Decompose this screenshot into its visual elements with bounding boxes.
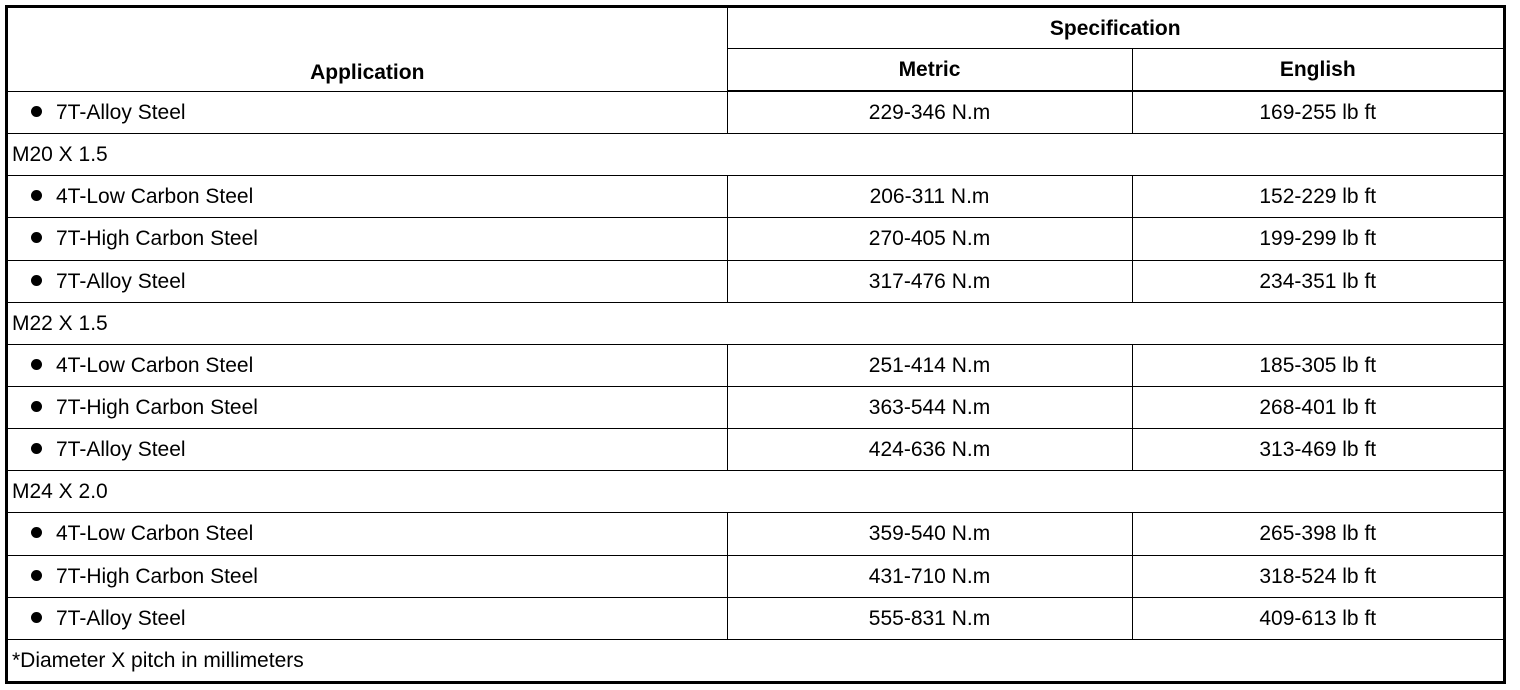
english-value: 169-255 lb ft — [1132, 91, 1503, 134]
application-cell — [8, 344, 727, 386]
application-label: 7T-High Carbon Steel — [56, 564, 258, 588]
english-value: 185-305 lb ft — [1132, 344, 1503, 386]
header-metric: Metric — [727, 49, 1132, 92]
metric-value: 431-710 N.m — [727, 555, 1132, 597]
application-cell — [8, 386, 727, 428]
application-cell — [8, 597, 727, 639]
application-cell — [8, 555, 727, 597]
application-label: 7T-Alloy Steel — [56, 606, 186, 630]
metric-value: 424-636 N.m — [727, 429, 1132, 471]
metric-value: 270-405 N.m — [727, 218, 1132, 260]
metric-value: 317-476 N.m — [727, 260, 1132, 302]
application-label: 4T-Low Carbon Steel — [56, 353, 254, 377]
application-label: 7T-High Carbon Steel — [56, 227, 258, 251]
metric-value: 555-831 N.m — [727, 597, 1132, 639]
application-label: 7T-Alloy Steel — [56, 269, 186, 293]
torque-spec-table — [8, 8, 1503, 681]
application-label: 7T-Alloy Steel — [56, 100, 186, 124]
application-cell — [8, 260, 727, 302]
english-value: 265-398 lb ft — [1132, 513, 1503, 555]
table-row — [8, 91, 1503, 134]
header-application: Application — [8, 8, 727, 91]
bullet-icon — [31, 190, 42, 201]
thread-size-label: M24 X 2.0 — [8, 471, 1503, 513]
english-value: 409-613 lb ft — [1132, 597, 1503, 639]
table-row — [8, 344, 1503, 386]
application-cell — [8, 91, 727, 134]
bullet-icon — [31, 612, 42, 623]
application-label: 7T-Alloy Steel — [56, 438, 186, 462]
group-row — [8, 471, 1503, 513]
metric-value: 229-346 N.m — [727, 91, 1132, 134]
application-label: 7T-High Carbon Steel — [56, 396, 258, 420]
application-cell — [8, 218, 727, 260]
footnote: *Diameter X pitch in millimeters — [8, 639, 1503, 681]
table-row — [8, 260, 1503, 302]
table-row — [8, 597, 1503, 639]
footnote-row — [8, 639, 1503, 681]
table-row — [8, 555, 1503, 597]
application-cell — [8, 513, 727, 555]
thread-size-label: M22 X 1.5 — [8, 302, 1503, 344]
bullet-icon — [31, 359, 42, 370]
english-value: 152-229 lb ft — [1132, 176, 1503, 218]
english-value: 199-299 lb ft — [1132, 218, 1503, 260]
english-value: 268-401 lb ft — [1132, 386, 1503, 428]
bullet-icon — [31, 401, 42, 412]
thread-size-label: M20 X 1.5 — [8, 134, 1503, 176]
metric-value: 206-311 N.m — [727, 176, 1132, 218]
table-row — [8, 429, 1503, 471]
group-row — [8, 134, 1503, 176]
table-row — [8, 218, 1503, 260]
english-value: 313-469 lb ft — [1132, 429, 1503, 471]
table-body — [8, 91, 1503, 681]
bullet-icon — [31, 570, 42, 581]
table-row — [8, 176, 1503, 218]
bullet-icon — [31, 106, 42, 117]
table-row — [8, 386, 1503, 428]
torque-spec-table-frame — [5, 5, 1506, 684]
english-value: 234-351 lb ft — [1132, 260, 1503, 302]
group-row — [8, 302, 1503, 344]
bullet-icon — [31, 443, 42, 454]
bullet-icon — [31, 275, 42, 286]
bullet-icon — [31, 232, 42, 243]
application-cell — [8, 429, 727, 471]
header-specification: Specification — [727, 8, 1503, 49]
metric-value: 359-540 N.m — [727, 513, 1132, 555]
application-label: 4T-Low Carbon Steel — [56, 185, 254, 209]
application-label: 4T-Low Carbon Steel — [56, 522, 254, 546]
bullet-icon — [31, 527, 42, 538]
english-value: 318-524 lb ft — [1132, 555, 1503, 597]
application-cell — [8, 176, 727, 218]
table-row — [8, 513, 1503, 555]
metric-value: 363-544 N.m — [727, 386, 1132, 428]
header-english: English — [1132, 49, 1503, 92]
metric-value: 251-414 N.m — [727, 344, 1132, 386]
